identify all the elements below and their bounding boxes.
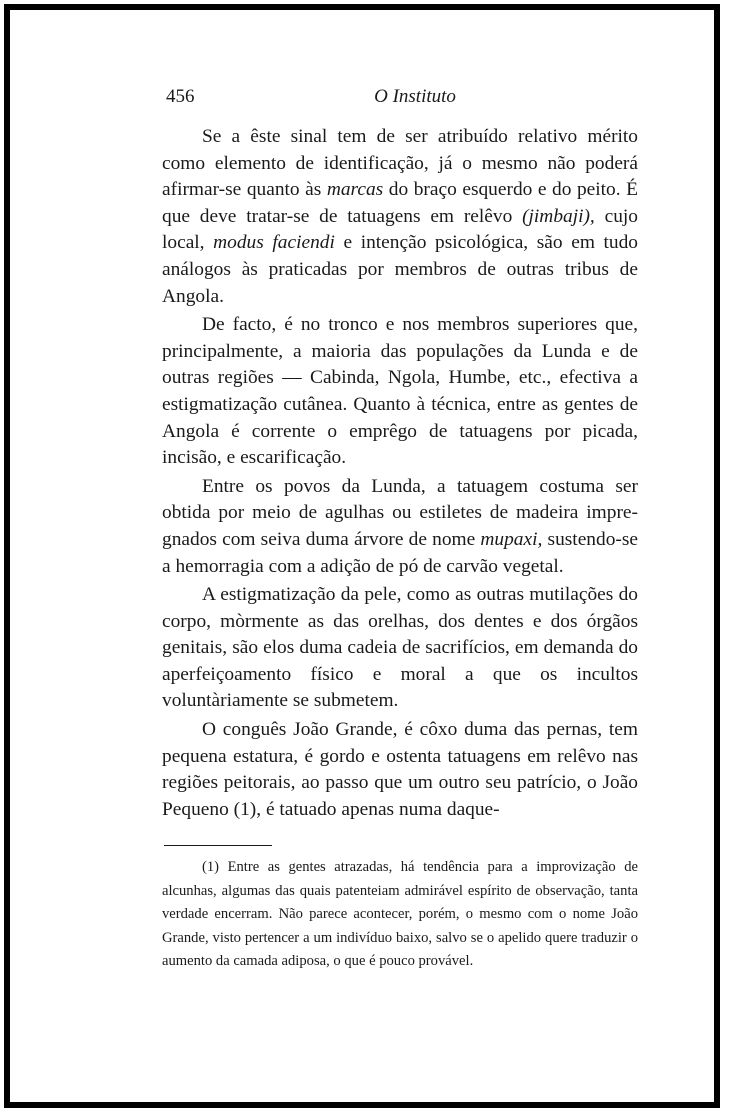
p1-text-1: Se a êste sinal tem de ser atribuído relativo mérito como elemento de identificação, já o mesmo não poderá afirmar-se quanto às [162,126,638,201]
paragraph-1 [162,124,638,310]
p5-text-2: , é tatuado apenas numa daque- [256,798,500,820]
p3-text-2: sustendo-se a hemorragia com a adição de pó de carvão vegetal. [162,528,639,577]
paragraph-3 [162,474,638,580]
p1-text-2: do braço esquerdo e do peito. É que deve tratar-se de tatuagens em relêvo [162,179,638,227]
footnote-text: Entre as gentes atrazadas, há tendência para a improvização de alcunhas, algumas das quais patenteiam admirável espírito de observação, tanta verdade encerram. Não parece acontecer, porém, o mesmo com o nome João Grande, visto pertencer a um indivíduo baixo, salvo se o apelido quere traduzir o aumento da camada adiposa, o que é pouco provável. [162,859,638,970]
p3-italic-mupaxi: mupaxi, [480,528,543,550]
p1-text-3: cujo local, [162,205,638,254]
p5-text-1: O conguês João Grande, é côxo duma das pernas, tem pequena estatura, é gordo e ostenta tatuagens em relêvo nas regiões peitorais, ao passo que um outro seu patrício, o João Pequeno [162,719,638,820]
p1-text-4: e intenção psicológica, são em tudo análogos às praticadas por membros de outras tribus de Angola. [162,232,638,307]
paragraph-4: A estigmatização da pele, como as outras mutilações do corpo, mòrmente as das orelhas, dos dentes e dos órgãos genitais, são elos duma cadeia de sacrifícios, em demanda do aperfeiçoamento físico e moral a que os incultos voluntàriamente se submetem. [162,584,638,712]
page-header [162,82,638,112]
document-page [162,82,638,973]
p1-italic-jimbaji: (jimbaji), [522,205,595,227]
p1-italic-modus-faciendi: modus faciendi [213,232,335,254]
footnote-reference: (1) [233,798,257,820]
running-title: O Instituto [374,86,456,107]
paragraph-2: De facto, é no tronco e nos membros superiores que, principalmente, a maioria das populações da Lunda e de outras regiões — Cabinda, Ngola, Humbe, etc., efectiva a estigmatização cutânea. Quanto à técnica, entre as gentes de Angola é corrente o emprêgo de tatuagens por picada, incisão, e escarificação. [162,314,638,469]
page-number: 456 [166,86,195,107]
footnote-paragraph [162,856,638,973]
p3-text-1: Entre os povos da Lunda, a tatuagem costuma ser obtida por meio de agulhas ou estiletes de madeira impregnados com seiva duma árvore de nome [162,475,638,550]
footnote [162,856,638,973]
body-text [162,124,638,823]
footnote-divider [164,845,272,846]
p1-italic-marcas: marcas [326,179,384,201]
paragraph-5 [162,717,638,823]
footnote-marker: (1) [202,859,220,876]
